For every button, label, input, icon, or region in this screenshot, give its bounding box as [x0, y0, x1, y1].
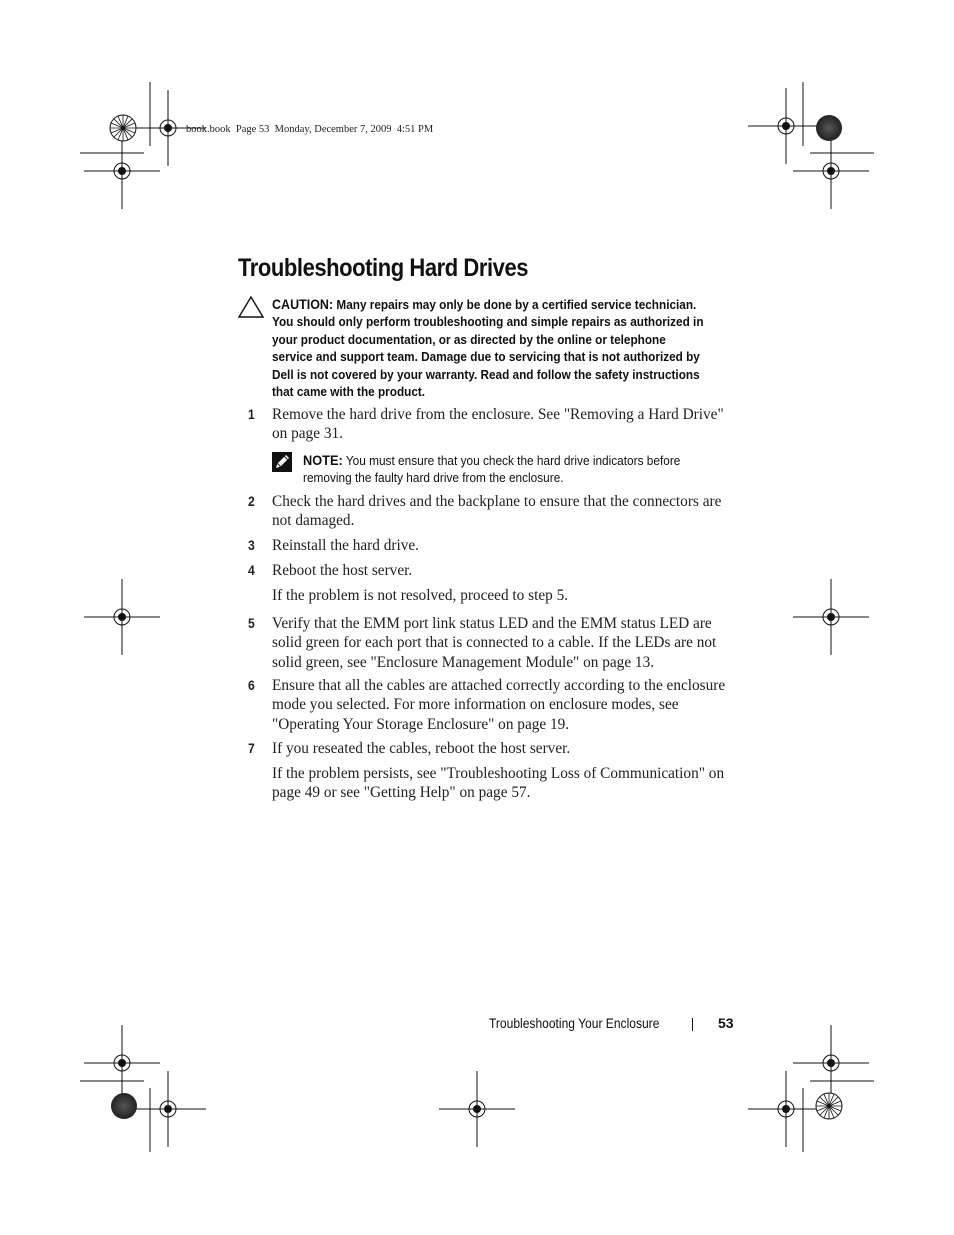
- step-number: 5: [248, 616, 255, 631]
- step-text: Verify that the EMM port link status LED and the EMM status LED are solid green for each port that is connected to a cable. If the LEDs are not solid green, see "Enclosure Management Module" on page 13.: [272, 615, 717, 671]
- slug-time: 4:51 PM: [396, 124, 434, 135]
- step-number: 2: [248, 494, 255, 509]
- note-text: You must ensure that you check the hard drive indicators before removing the faulty hard drive from the enclosure.: [303, 454, 681, 485]
- caution-text: Many repairs may only be done by a certified service technician. You should only perform troubleshooting and simple repairs as authorized in your product documentation, or as directed by the online or telephone service and support team. Damage due to servicing that is not authorized by Dell is not covered by your warranty. Read and follow the safety instructions that came with the product.: [272, 297, 704, 400]
- caution-block: [272, 296, 704, 400]
- starburst-icon: [110, 115, 136, 141]
- step-text: Reinstall the hard drive.: [272, 537, 419, 554]
- slug-file: book.book: [186, 124, 231, 135]
- footer-separator: [692, 1018, 693, 1031]
- step-number: 4: [248, 563, 255, 578]
- caution-label: CAUTION:: [272, 297, 334, 312]
- starburst-icon-2: [816, 1093, 842, 1119]
- slug-date: Monday, December 7, 2009: [274, 124, 392, 135]
- print-slug-header: [186, 124, 433, 135]
- step-text: Check the hard drives and the backplane to ensure that the connectors are not damaged.: [272, 493, 722, 530]
- footer-page-number: 53: [718, 1015, 734, 1031]
- step-text: Remove the hard drive from the enclosure. See "Removing a Hard Drive" on page 31.: [272, 406, 724, 443]
- step-7-followup: If the problem persists, see "Troubleshooting Loss of Communication" on page 49 or see "Getting Help" on page 57.: [272, 765, 725, 802]
- step-text: Reboot the host server.: [272, 562, 413, 579]
- note-block: [303, 452, 717, 487]
- page-title: Troubleshooting Hard Drives: [238, 254, 529, 282]
- step-number: 7: [248, 741, 255, 756]
- note-pencil-icon: [271, 451, 293, 473]
- caution-triangle-icon: [238, 296, 264, 318]
- step-4-followup: If the problem is not resolved, proceed to step 5.: [272, 587, 569, 604]
- note-label: NOTE:: [303, 453, 343, 468]
- step-number: 6: [248, 678, 255, 693]
- step-text: If you reseated the cables, reboot the host server.: [272, 740, 571, 757]
- footer-section-title: Troubleshooting Your Enclosure: [489, 1016, 660, 1031]
- slug-page: Page 53: [235, 124, 270, 135]
- step-number: 3: [248, 538, 255, 553]
- step-number: 1: [248, 407, 255, 422]
- step-text: Ensure that all the cables are attached correctly according to the enclosure mode you selected. For more information on enclosure modes, see "Operating Your Storage Enclosure" on page 19.: [272, 677, 726, 733]
